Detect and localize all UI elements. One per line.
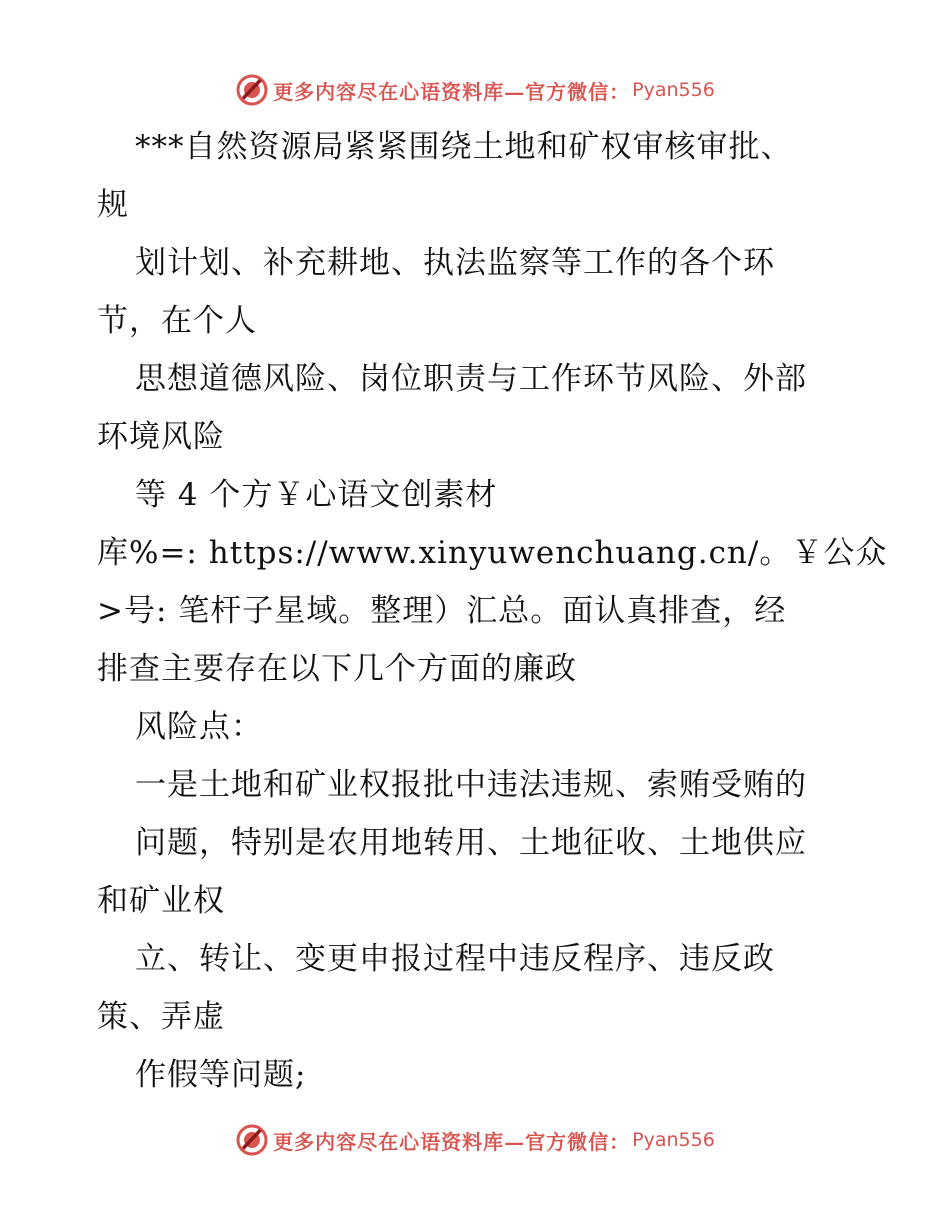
paragraph-line: ***自然资源局紧紧围绕土地和矿权审核审批、 — [135, 129, 793, 165]
paragraph-line: 问题，特别是农用地转用、土地征收、土地供应 — [135, 825, 807, 861]
paragraph-line: 划计划、补充耕地、执法监察等工作的各个环 — [135, 245, 775, 281]
paragraph-line: 规 — [97, 187, 129, 223]
quill-seal-icon — [235, 1123, 269, 1157]
paragraph-line: 排查主要存在以下几个方面的廉政 — [97, 651, 577, 687]
quill-seal-icon — [235, 73, 269, 107]
paragraph-line: 和矿业权 — [97, 883, 225, 919]
paragraph-line: 节，在个人 — [97, 303, 257, 339]
paragraph-line: 立、转让、变更申报过程中违反程序、违反政 — [135, 941, 775, 977]
document-body — [97, 118, 888, 1104]
paragraph-line: 作假等问题; — [135, 1057, 307, 1093]
header-banner-text: 更多内容尽在心语资料库—官方微信： — [273, 79, 631, 104]
header-watermark-banner — [0, 70, 950, 110]
paragraph-line: >号: 笔杆子星域。整理）汇总。面认真排查，经 — [97, 593, 787, 629]
paragraph-line: 库%=: https://www.xinyuwenchuang.cn/。￥公众 — [97, 535, 888, 571]
paragraph-line: 等 4 个方￥心语文创素材 — [135, 477, 498, 513]
paragraph-line: 环境风险 — [97, 419, 225, 455]
footer-banner-text: 更多内容尽在心语资料库—官方微信： — [273, 1129, 631, 1154]
paragraph-line: 策、弄虚 — [97, 999, 225, 1035]
footer-banner-id: Pyan556 — [632, 1129, 715, 1151]
footer-watermark-banner — [0, 1120, 950, 1160]
paragraph-line: 思想道德风险、岗位职责与工作环节风险、外部 — [135, 361, 807, 397]
paragraph-line: 一是土地和矿业权报批中违法违规、索贿受贿的 — [135, 767, 807, 803]
paragraph-line: 风险点： — [135, 709, 263, 745]
header-banner-id: Pyan556 — [632, 79, 715, 101]
